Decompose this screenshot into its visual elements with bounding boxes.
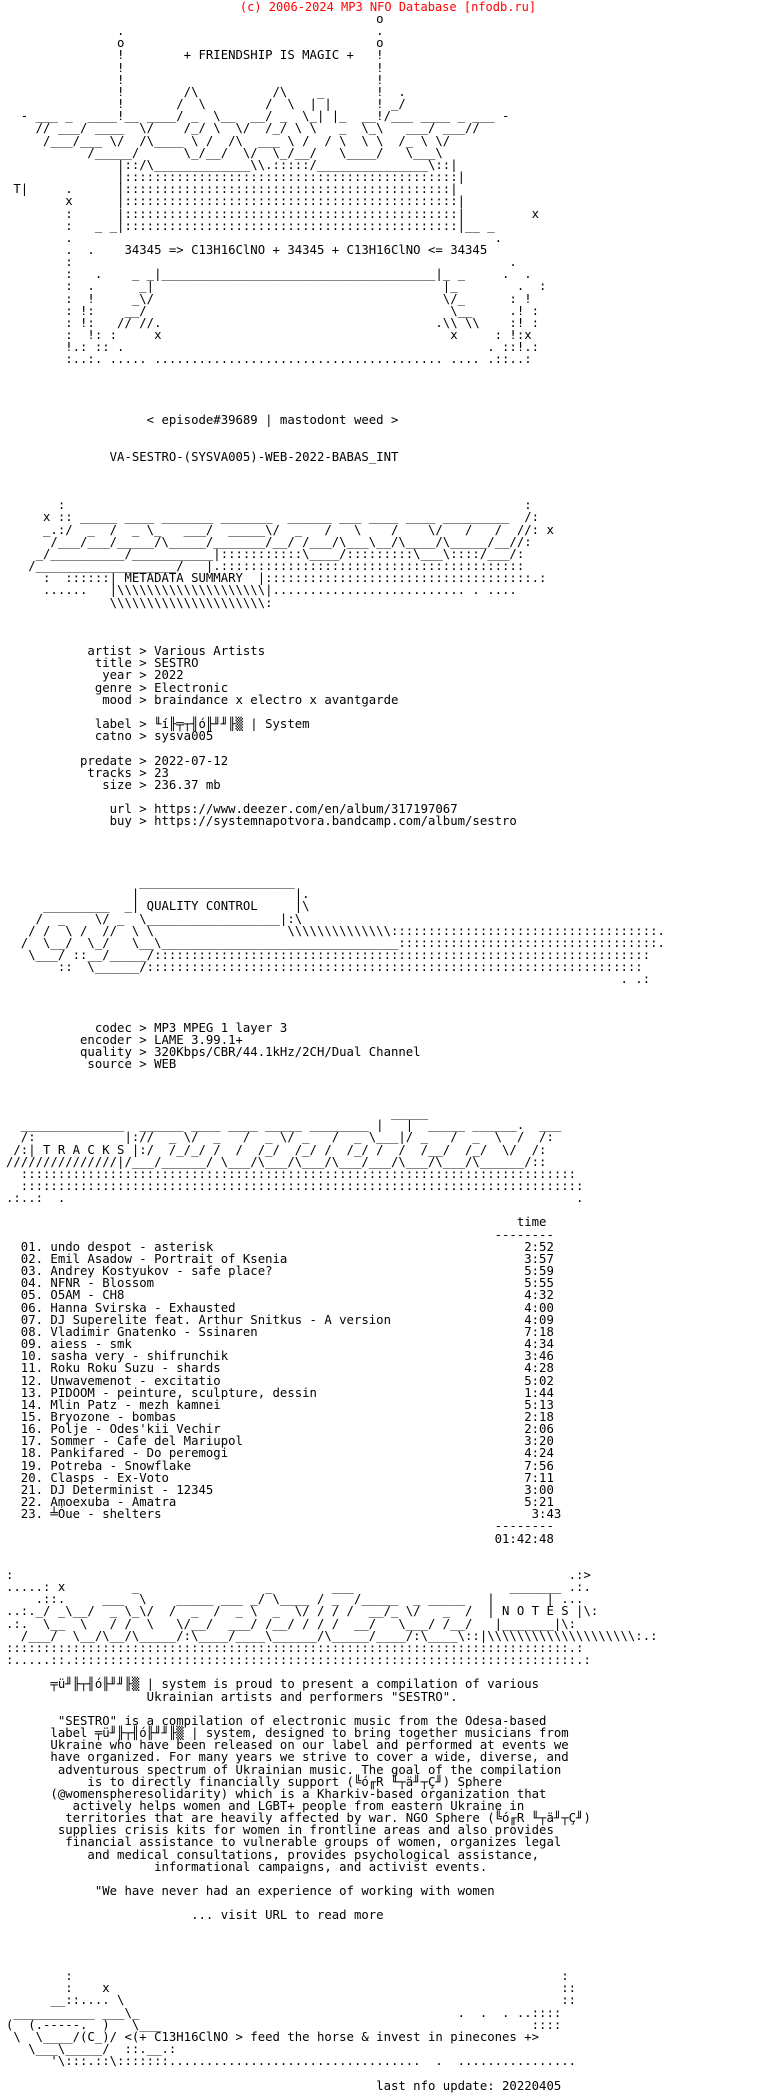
nfo-line: ! + FRIENDSHIP IS MAGIC + ! [6,48,384,63]
nfo-line: 15. Bryozone - bombas 2:18 [6,1409,554,1424]
nfo-line: |:::::::::::::::::::::::::::::::::::::::::::::| [6,170,466,185]
nfo-line [6,1922,665,1934]
nfo-line: actively helps women and LGBT+ people from eastern Ukraine in [6,1798,525,1813]
nfo-line: \___/ ::__/_____/::::::::::::::::::::::::::::::::::::::::::::::::::::::::::::::::::: [6,948,651,963]
nfo-line: title > SESTRO [6,656,199,671]
nfo-line: : ! _\/ \/_ : ! [6,291,532,306]
nfo-line: 08. Vladimir Gnatenko - Ssinaren 7:18 [6,1324,554,1339]
nfo-line: .::. ___ \ _____ ___ _/ \____ / _ /_____ _ _____ | | ... [6,1592,584,1607]
nfo-line: '\:::.::\:::::::.................................. . ................ [6,2054,577,2069]
nfo-line [6,852,665,864]
nfo-line: / \__/ \_/ \__\________________________________:::::::::::::::::::::::::::::::::::. [6,935,665,950]
nfo-line: - ___ _ ____!__ ____/ _ \__ __/ _ \_| |_ __!/___ ____ _ ___ - [6,109,510,124]
nfo-line: encoder > LAME 3.99.1+ [6,1033,243,1048]
nfo-line: :::::::::::::::::::::::::::::::::::::::::::::::::::::::::::::::::::::::::::: [6,1179,584,1193]
nfo-line [6,2067,665,2079]
nfo-line: 02. Emil Asadow - Portrait of Ksenia 3:57 [6,1251,554,1266]
copyright-header[interactable]: (c) 2006-2024 MP3 NFO Database [nfodb.ru] [239,0,537,14]
nfo-line: 18. Pankifared - Do peremogi 4:24 [6,1446,554,1461]
nfo-line: year > 2022 [6,668,184,683]
nfo-line: ! ! [6,72,384,87]
nfo-line: : . [6,255,517,270]
nfo-line: 10. sasha very - shifrunchik 3:46 [6,1349,554,1364]
nfo-line: Ukrainian artists and performers "SESTRO". [6,1689,458,1704]
nfo-line [6,840,665,852]
nfo-line: . .: [6,972,651,987]
nfo-line: artist > Various Artists [6,644,266,659]
nfo-line: /: |:// _ \/ _ / _ \/ _ / _ \___|/ _ / _ \ / /: [6,1130,554,1145]
nfo-line: 16. Polje - Odes'kii Vechir 2:06 [6,1422,554,1437]
nfo-line: 13. PIDOOM - peinture, sculpture, dessin 1:44 [6,1385,554,1400]
nfo-line: // ___/ ____ \/ /_/ \ \/ /_/ \ \ _ \_\ ___/ ___// [6,121,480,136]
nfo-line: / _ \/ _ \__________________|:\ [6,911,303,926]
nfo-line [6,742,665,754]
nfo-line: last nfo update: 20220405 [6,2078,562,2093]
nfo-line: -------- [6,1519,554,1534]
nfo-line: : ::::::| METADATA SUMMARY |::::::::::::::::::::::::::::::::::::.: [6,571,547,586]
nfo-line: ╤ü╜╟┬╢ó╟╜╜╟▒ | system is proud to present a compilation of various [6,1677,540,1692]
nfo-line: label ╤ü╜╟┬╢ó╟╜╜╟▒ | system, designed to bring together musicians from [6,1726,569,1741]
nfo-line: supplies crisis kits for women in frontline areas and also provides [6,1823,554,1838]
nfo-line: |::/\_____________\\.:::::/_______________\::| [6,157,458,172]
nfo-line: and medical consultations, provides psychological assistance, [6,1847,540,1862]
nfo-line: _________ _| QUALITY CONTROL |\ [6,899,310,914]
nfo-line: 11. Roku Roku Suzu - shards 4:28 [6,1361,554,1376]
nfo-line: 01:42:48 [6,1531,554,1546]
nfo-line: .:..: . . [6,1191,584,1206]
nfo-line: _/__________/___________|:::::::::::\____/:::::::::\___\::::/___/: [6,546,525,561]
nfo-line: : . _| |_ . : [6,279,547,294]
nfo-line: !.: :: . . ::!.: [6,340,540,355]
nfo-line: 07. DJ Superelite feat. Arthur Snitkus - A version 4:09 [6,1312,554,1327]
nfo-line: VA-SESTRO-(SYSVA005)-WEB-2022-BABAS_INT [6,449,399,464]
nfo-line: : . _ _|_____________________________________|_ _ . . [6,267,532,282]
nfo-line: /_____/ \_/__/ \/ \_/__/ \____/ \___\ [6,145,443,160]
nfo-line: | |. [6,887,310,902]
nfo-line: : .:> [6,1568,591,1582]
nfo-line: "We have never had an experience of working with women [6,1884,495,1899]
nfo-line: mood > braindance x electro x avantgarde [6,692,399,707]
nfo-line: genre > Electronic [6,680,229,695]
nfo-line: < episode#39689 | mastodont weed > [6,413,399,428]
nfo-line [6,366,665,378]
nfo-line [6,986,665,998]
nfo-line: ! / \ / \ | | ! _/ [6,97,406,112]
nfo-line: . . [6,24,384,39]
nfo-line: _.:/ _ / _ \_ ___/ _____\/ _ / \ / \/ / / //: x [6,522,554,537]
nfo-line: ::::::::::::::::::::::::::::::::::::::::::::::::::::::::::::::::::::::::::: [6,1166,577,1181]
nfo-line [6,426,665,438]
nfo-line: 20. Clasps - Ex-Voto 7:11 [6,1470,554,1485]
nfo-line: catno > sysva005 [6,729,214,744]
nfo-line: / / \ / // \ \ \\\\\\\\\\\\\\::::::::::::::::::::::::::::::::::::. [6,923,665,938]
nfo-line: 09. aiess - smk 4:34 [6,1337,554,1352]
nfo-line: 14. Mlin Patz - mezh kamnei 5:13 [6,1397,554,1412]
nfo-line: __::.... \ :: [6,1993,577,2008]
nfo-line: ::::::::::::::::::::::::::::::::::::::::::::::::::::::::::::::::::::::::::::.: [6,1640,584,1655]
nfo-text-block [6,13,665,2092]
nfo-line: 12. Unwavemenot - excitatio 5:02 [6,1373,554,1388]
nfo-line: /___________________/ |.::::::::::::::::::::::::::::::::::::::::: [6,559,525,574]
nfo-line: 05. O5AM - CH8 4:32 [6,1288,554,1303]
nfo-line: buy > https://systemnapotvora.bandcamp.com/album/sestro [6,814,517,829]
nfo-line: ..:._/ _\__/ _ \_\/ / _ / _ \ _ \/ / / / __/_ \/ _ / | N O T E S |\: [6,1604,599,1619]
nfo-line: : !: __/ \__ .! : [6,303,540,318]
nfo-line: have organized. For many years we strive to cover a wide, diverse, and [6,1750,569,1765]
nfo-line: _____________________ [6,875,295,890]
nfo-line [6,378,665,390]
nfo-line: T| . |::::::::::::::::::::::::::::::::::::::::::::| [6,182,458,197]
nfo-line: : !: : x x : !:x [6,328,532,343]
nfo-line: :: \______/::::::::::::::::::::::::::::::::::::::::::::::::::::::::::::::::::: [6,960,643,975]
nfo-line: 01. undo despot - asterisk 2:52 [6,1239,554,1254]
nfo-line: Ukraine who have been released on our label and performed at events we [6,1738,569,1753]
nfo-line: : : [6,1969,569,1984]
nfo-line: 22. Amoexuba - Amatra 5:21 [6,1495,554,1510]
nfo-line [6,438,665,450]
nfo-line: /___/___/_____/\_____/_______/__/ /___/\___\__/\____/\_____/__//: [6,534,532,549]
nfo-line: ___________ ___\_ . . . ..:::: [6,2005,562,2020]
nfo-line: : _ _|:::::::::::::::::::::::::::::::::::::::::::::|__ _ [6,218,495,233]
nfo-line: .....: x _ _ ___ _______ .:. [6,1580,591,1595]
nfo-line: x |:::::::::::::::::::::::::::::::::::::::::::::| [6,194,466,209]
nfo-line: /:| T R A C K S |:/ /_/_/ / / /_/ /_/ / /_/ / / /__/ /_/ \/ /: [6,1142,547,1157]
nfo-line: 04. NFNR - Blossom 5:55 [6,1276,554,1291]
nfo-line [6,609,665,621]
nfo-line [6,1545,665,1557]
nfo-line [6,621,665,633]
nfo-line: \___\_____/ ::.__.: [6,2042,177,2057]
nfo-line [6,1946,665,1958]
nfo-line [6,1071,665,1083]
nfo-line [6,1083,665,1095]
nfo-line [6,1934,665,1946]
nfo-line: -------- [6,1227,554,1242]
nfo-line: informational campaigns, and activist events. [6,1859,488,1874]
nfo-line [6,390,665,402]
nfo-line: codec > MP3 MPEG 1 layer 3 [6,1020,288,1035]
nfo-line [6,463,665,475]
nfo-line: is to directly financially support (╚ó╓R ╙┬ä╜┬Ç╜) Sphere [6,1774,503,1789]
nfo-line: "SESTRO" is a compilation of electronic music from the Odesa-based [6,1713,547,1728]
nfo-line: . . [6,230,503,245]
nfo-line: ///////////////|/___/______/ \___/\___/\___/\___/___/\___/\___/\______/:: [6,1154,547,1169]
nfo-line: o [6,12,384,26]
nfo-line: label > ╙í╟╤┬╢ó╟╜╜╟▒ | System [6,717,310,732]
nfo-line: tracks > 23 [6,765,169,780]
nfo-line: /___/___ \/ /\____ \ / /\ ___ \ / / \ \ \ /_ \ \/ [6,133,451,148]
nfo-line: \\\\\\\\\\\\\\\\\\\\\: [6,595,273,610]
nfo-line: 21. DJ Determinist - 12345 3:00 [6,1482,554,1497]
nfo-line [6,998,665,1010]
nfo-line: ______________ ______ ____ ____ _____ ________ | | _____ ______. ___ [6,1118,562,1133]
nfo-line: url > https://www.deezer.com/en/album/317197067 [6,802,458,817]
nfo-line: ...... |\\\\\\\\\\\\\\\\\\\\|.......................... . .... [6,583,517,598]
nfo-line: 17. Sommer - Cafe del Mariupol 3:20 [6,1434,554,1449]
nfo-line: : !: // //. .\\ \\ :! : [6,315,540,330]
nfo-line: ! /\ /\ _ ! . [6,84,406,99]
nfo-line: /___/ \__/\__/\_____/:\____/____\______/\_____/____/:\____\::|\\\\\\\\\\\\\\\\\\\\:.: [6,1628,658,1643]
nfo-line: predate > 2022-07-12 [6,753,229,768]
nfo-line: financial assistance to vulnerable groups of women, organizes legal [6,1835,562,1850]
nfo-line: ( (.-----. ) \___ :::: [6,2017,562,2032]
nfo-line: _____ [6,1106,428,1121]
nfo-line: x :: _____ ____ _______ _______ ______ ___ ____ ____ _________ /: [6,510,540,525]
nfo-line: 23. ╧Óue - shelters 3:43 [6,1507,562,1522]
nfo-line: time [6,1215,547,1230]
nfo-line: territories that are heavily affected by war. NGO Sphere (╚ó╓R ╙┬ä╜┬Ç╜) [6,1811,591,1826]
nfo-line: source > WEB [6,1057,177,1072]
nfo-line: \ \____/(C_)/ <(+ C13H16ClNO > feed the horse & invest in pinecones +> [6,2029,540,2044]
nfo-line: 03. Andrey Kostyukov - safe place? 5:59 [6,1264,554,1279]
nfo-line: :.....::.::::::::::::::::::::::::::::::::::::::::::::::::::::::::::::::::::::.: [6,1653,591,1668]
nfo-line [6,827,665,839]
nfo-line: size > 236.37 mb [6,777,221,792]
nfo-line: 19. Potreba - Snowflake 7:56 [6,1458,554,1473]
nfo-line: ... visit URL to read more [6,1908,384,1923]
nfo-line: (@womenspheresolidarity) which is a Kharkiv-based organization that [6,1786,547,1801]
nfo-line: : : [6,498,532,513]
nfo-line: :..:. ..... ....................................... .... .::..: [6,352,532,367]
nfo-line: 06. Hanna Svirska - Exhausted 4:00 [6,1300,554,1315]
nfo-line: adventurous spectrum of Ukrainian music. The goal of the compilation [6,1762,562,1777]
nfo-line: .:. \__ \ / / \ \/__/ ___/ /__/ / / / __/ \___/ /__/ |_______|\: [6,1616,577,1631]
nfo-line [6,475,665,487]
nfo-line: ! ! [6,60,384,75]
nfo-line: : x :: [6,1981,577,1996]
nfo-line: . . 34345 => C13H16ClNO + 34345 + C13H16ClNO <= 34345 [6,242,488,257]
nfo-line: quality > 320Kbps/CBR/44.1kHz/2CH/Dual Channel [6,1045,421,1060]
nfo-line: : |:::::::::::::::::::::::::::::::::::::::::::::| x [6,206,540,221]
nfo-line: o o [6,36,384,51]
